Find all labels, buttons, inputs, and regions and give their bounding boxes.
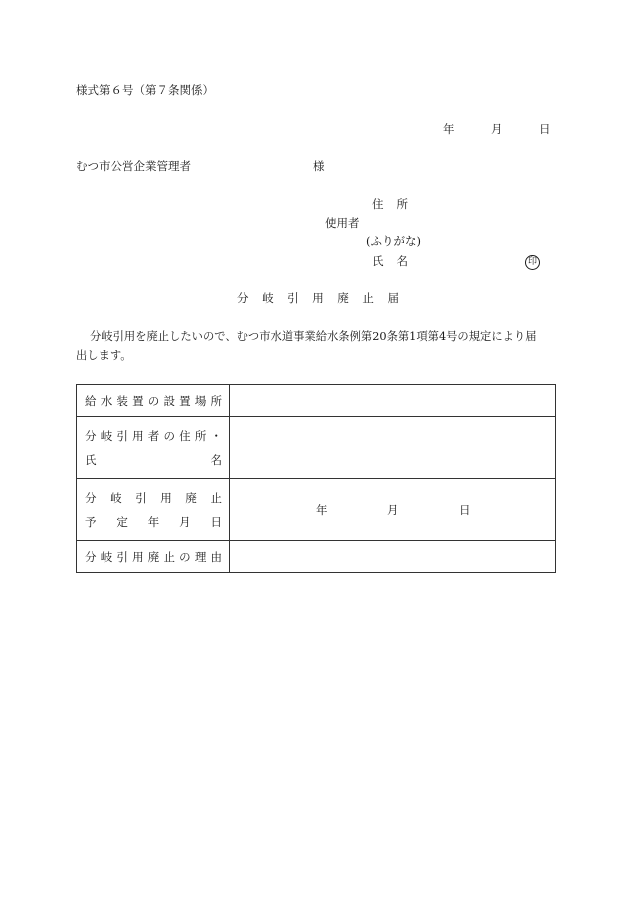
label-char: 氏 (85, 452, 97, 467)
user-label: 使用者 (325, 216, 360, 230)
label-char: 給 (85, 393, 97, 408)
form-id: 様式第６号（第７条関係） (76, 83, 214, 97)
address-char-1: 住 (372, 197, 384, 211)
table-row (77, 385, 556, 417)
label-char: の (147, 393, 160, 408)
planned-abolition-date-field[interactable] (230, 479, 556, 541)
label-char: 者 (147, 428, 160, 443)
label-char: 用 (132, 428, 144, 443)
label-char: 所 (210, 393, 222, 408)
label-char: 水 (100, 393, 113, 408)
installation-location-field[interactable] (230, 385, 556, 417)
label-char: 由 (210, 549, 222, 564)
label-char: 止 (210, 490, 222, 505)
label-char: 廃 (147, 549, 160, 564)
body-text-line-2: 出します。 (76, 349, 132, 362)
addressee-name: むつ市公営企業管理者 (76, 159, 191, 173)
address-char-2: 所 (396, 197, 408, 211)
label-char: 用 (160, 490, 172, 505)
installation-location-label (77, 385, 230, 417)
branch-user-address-name-field[interactable] (230, 417, 556, 479)
seal-mark: 印 (525, 255, 540, 270)
planned-abolition-date-label (77, 479, 230, 541)
title-char: 廃 (337, 291, 349, 305)
abolition-reason-field[interactable] (230, 541, 556, 573)
title-char: 用 (312, 291, 324, 305)
label-char: ・ (210, 428, 222, 443)
label-char: 引 (116, 428, 128, 443)
label-char: 引 (116, 549, 128, 564)
label-char: 理 (194, 549, 207, 564)
label-char: 予 (85, 514, 97, 529)
label-char: の (179, 549, 191, 564)
label-char: 日 (210, 514, 222, 529)
furigana-label: (ふりがな) (366, 234, 421, 248)
body-text-line-1: 分岐引用を廃止したいので、むつ市水道事業給水条例第20条第1項第4号の規定により届 (90, 330, 537, 343)
label-char: 分 (85, 428, 97, 443)
label-char: 廃 (185, 490, 197, 505)
label-char: 装 (116, 393, 128, 408)
label-char: 場 (194, 393, 207, 408)
label-char: 岐 (110, 490, 122, 505)
table-row (77, 417, 556, 479)
label-char: 月 (179, 514, 191, 529)
table-row (77, 541, 556, 573)
label-char: 所 (194, 428, 207, 443)
table-row (77, 479, 556, 541)
label-char: 分 (85, 549, 97, 564)
label-char: 置 (179, 393, 191, 408)
title-char: 止 (362, 291, 374, 305)
title-char: 分 (237, 291, 249, 305)
name-label (372, 256, 408, 268)
label-char: 用 (132, 549, 144, 564)
label-char: 置 (132, 393, 144, 408)
label-char: 分 (85, 490, 97, 505)
label-char: 住 (179, 428, 191, 443)
label-char: 岐 (100, 549, 113, 564)
date-month: 月 (491, 122, 503, 136)
document-title (237, 293, 399, 305)
date-field-day: 日 (459, 503, 471, 517)
date-day: 日 (539, 122, 551, 136)
title-char: 届 (387, 291, 399, 305)
label-char: 止 (163, 549, 175, 564)
label-char: 岐 (100, 428, 113, 443)
addressee-honorific: 様 (313, 159, 325, 173)
label-char: 引 (135, 490, 147, 505)
label-char: 名 (210, 452, 222, 467)
form-table (76, 384, 556, 573)
date-field-month: 月 (387, 503, 399, 517)
name-char-2: 名 (396, 254, 408, 268)
label-char: の (163, 428, 175, 443)
label-char: 年 (147, 514, 160, 529)
label-char: 設 (163, 393, 175, 408)
title-char: 引 (287, 291, 299, 305)
label-char: 定 (116, 514, 128, 529)
abolition-reason-label (77, 541, 230, 573)
date-year: 年 (443, 122, 455, 136)
address-label (372, 199, 408, 211)
title-char: 岐 (262, 291, 274, 305)
date-field-year: 年 (316, 503, 328, 517)
name-char-1: 氏 (372, 254, 384, 268)
branch-user-address-name-label (77, 417, 230, 479)
